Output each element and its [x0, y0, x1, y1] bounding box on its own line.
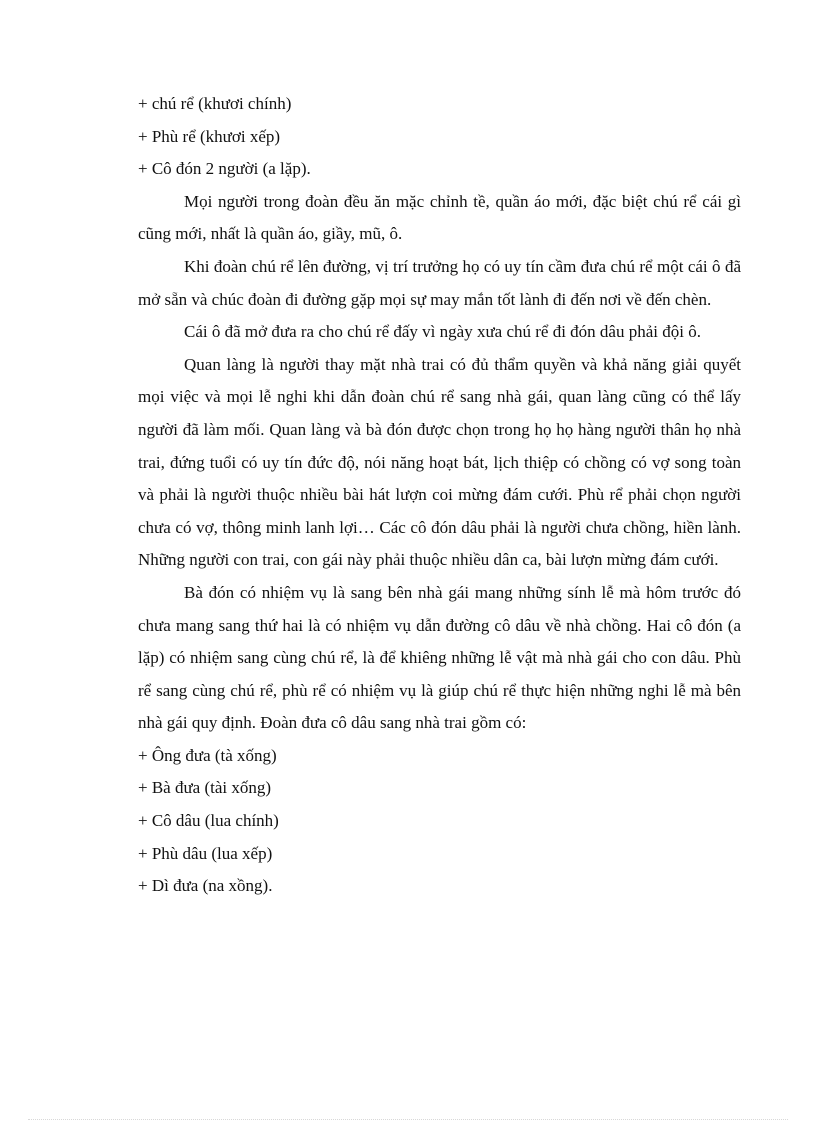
document-body	[138, 88, 741, 903]
paragraph-umbrella: Cái ô đã mở đưa ra cho chú rể đấy vì ngày xưa chú rể đi đón dâu phải đội ô.	[184, 322, 701, 342]
paragraph-attire: Mọi người trong đoàn đều ăn mặc chỉnh tề, quần áo mới, đặc biệt chú rể cái gì cũng mới, nhất là quần áo, giầy, mũ, ô.	[138, 191, 741, 244]
list-item-best-man: + Phù rể (khươi xếp)	[138, 126, 281, 146]
paragraph-village-official: Quan làng là người thay mặt nhà trai có đủ thẩm quyền và khả năng giải quyết mọi việc và mọi lễ nghi khi dẫn đoàn chú rể sang nhà gái, quan làng cũng có thể lấy người đã làm mối. Quan làng và bà đón được chọn trong họ họ hàng người thân họ nhà trai, đứng tuổi có uy tín đức độ, nói năng hoạt bát, lịch thiệp có chồng có vợ song toàn và phải là người thuộc nhiều bài hát lượn coi mừng đám cưới. Phù rể phải chọn người chưa có vợ, thông minh lanh lợi… Các cô đón dâu phải là người chưa chồng, hiền lành. Những người con trai, con gái này phải thuộc nhiều dân ca, bài lượn mừng đám cưới.	[138, 354, 741, 570]
paragraph-departure: Khi đoàn chú rể lên đường, vị trí trưởng họ có uy tín cầm đưa chú rể một cái ô đã mở sẵn và chúc đoàn đi đường gặp mọi sự may mắn tốt lành đi đến nơi về đến chèn.	[138, 256, 741, 309]
list-item-aunt-escort: + Dì đưa (na xồng).	[138, 876, 273, 896]
list-item-groom: + chú rể (khươi chính)	[138, 94, 292, 113]
list-item-bride: + Cô dâu (lua chính)	[138, 811, 279, 831]
list-item-grandmother-escort: + Bà đưa (tài xống)	[138, 778, 272, 798]
page-bottom-rule	[28, 1119, 788, 1120]
list-item-escort-girls: + Cô đón 2 người (a lặp).	[138, 159, 311, 179]
list-item-bridesmaid: + Phù dâu (lua xếp)	[138, 843, 273, 863]
paragraph-duties: Bà đón có nhiệm vụ là sang bên nhà gái mang những sính lễ mà hôm trước đó chưa mang sang thứ hai là có nhiệm vụ dẫn đường cô dâu về nhà chồng. Hai cô đón (a lặp) có nhiệm sang cùng chú rể, là để khiêng những lễ vật mà nhà gái cho con dâu. Phù rể sang cùng chú rể, phù rể có nhiệm vụ là giúp chú rể thực hiện những nghi lễ mà bên nhà gái quy định. Đoàn đưa cô dâu sang nhà trai gồm có:	[138, 582, 741, 733]
list-item-grandfather-escort: + Ông đưa (tà xống)	[138, 745, 277, 765]
